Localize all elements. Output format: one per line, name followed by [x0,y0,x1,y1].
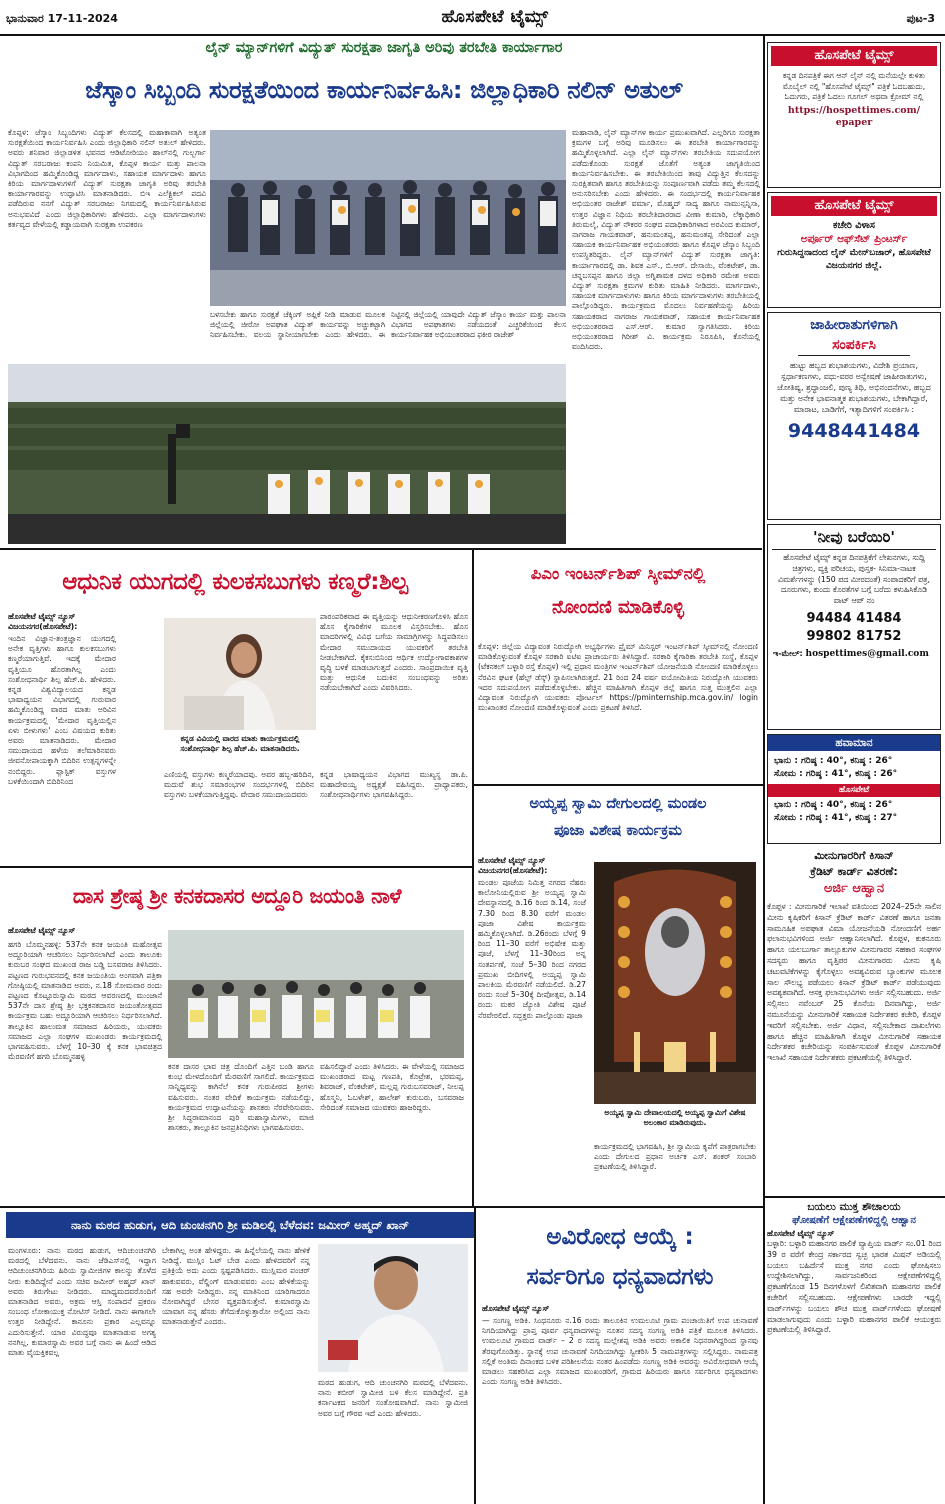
ayyappa-headline-line-2: ಪೂಜಾ ವಿಶೇಷ ಕಾರ್ಯಕ್ರಮ [553,823,683,839]
sidebar-ad-office [767,192,941,308]
pm-headline-line-1: ಪಿಎಂ ಇಂಟರ್ನ್‌ಶಿಪ್ ಸ್ಕೀಮ್‌ನಲ್ಲಿ [530,564,706,583]
ad-write-email-address[interactable]: hospettimes@gmail.com [805,648,929,659]
row3-divider [472,866,474,1206]
lead-headline [10,76,758,112]
lead-headline-text: ಜೆಸ್ಕಾಂ ಸಿಬ್ಬಂದಿ ಸುರಕ್ಷತೆಯಿಂದ ಕಾರ್ಯನಿರ್ವಹಿಸಿ: ಜಿಲ್ಲಾಧಿಕಾರಿ ನಲಿನ್ ಅತುಲ್ [85,76,683,104]
ceremony-photo [210,130,566,306]
lead-kicker-text: ಲೈನ್ ಮ್ಯಾನ್‌ಗಳಿಗೆ ವಿದ್ಯುತ್ ಸುರಕ್ಷತಾ ಜಾಗೃತಿ ಅರಿವು ತರಬೇತಿ ಕಾರ್ಯಾಗಾರ [205,40,563,56]
kanaka-headline-text: ದಾಸ ಶ್ರೇಷ್ಠ ಶ್ರೀ ಕನಕದಾಸರ ಅದ್ದೂರಿ ಜಯಂತಿ ನಾಳೆ [72,884,402,908]
kanaka-byline: ಹೊಸಪೇಟೆ ಟೈಮ್ಸ್ ನ್ಯೂಸ್ [8,926,76,935]
sidebar-divider [763,36,765,1504]
ayyappa-photo-caption: ಅಯ್ಯಪ್ಪ ಸ್ವಾಮಿ ದೇವಾಲಯದಲ್ಲಿ ಅಯ್ಯಪ್ಪ ಸ್ವಾಮಿಗೆ ವಿಶೇಷ ಅಲಂಕಾರ ಮಾಡಿರುವುದು. [604,1108,746,1127]
unanimous-headline [480,1216,760,1300]
kanaka-photo [168,930,464,1058]
sidebar-odf-article [767,1200,941,1500]
unanimous-headline-line-2: ಸರ್ವರಿಗೂ ಧನ್ಯವಾದಗಳು [526,1264,714,1290]
sidebar-ad-write [767,524,941,730]
audience-photo [8,364,566,544]
zameer-photo [318,1244,468,1372]
modern-headline-text: ಆಧುನಿಕ ಯುಗದಲ್ಲಿ ಕುಲಕಸಬುಗಳು ಕಣ್ಮರೆ:ಶಿಲ್ಪ [62,569,408,595]
zameer-column-2: ಬೇಕಾಗಿಲ್ಲ ಅಂತ ಹೇಳಿದ್ದರು. ಈ ಹಿನ್ನೆಲೆಯಲ್ಲಿ ನಾನು ಹೇಳಿಕೆ ನೀಡಿದ್ದೆ. ಮುಸ್ಲಿಂ ಓಟ್ ಬೇಡ ಎಂದು ಹೇಳಿದವರಿಗೆ ನನ್ನ ಪ್ರತಿಕ್ರಿಯೆ ಅದು ಎಂದು ಸ್ಪಷ್ಟಪಡಿಸಿದರು. ಮುಸ್ಲಿಮರ ಪಂಚರ್ ಹಾಕುವವರು, ವೆಲ್ಡಿಂಗ್ ಮಾಡುವವರು ಎಂಬ ಹೇಳಿಕೆಯನ್ನು ಸಹ ಅವರೇ ನೀಡಿದ್ದರು. ನನ್ನ ಮಾತಿನಿಂದ ಯಾರಿಗಾದರೂ ನೋವಾಗಿದ್ದರೆ ಬೇಸರ ವ್ಯಕ್ತಪಡಿಸುತ್ತೇನೆ. ಕುಮಾರಸ್ವಾಮಿ ಯಾವಾಗ ನನ್ನ ಹೆಸರು ತೆಗೆದುಕೊಳ್ಳುತ್ತಾರೋ ಅಲ್ಲಿಂದ ನಾನು ಮಾತನಾಡುತ್ತೇನೆ ಎಂದರು. [162,1246,310,1327]
ad-contact-text: ಹುಟ್ಟು ಹಬ್ಬದ ಶುಭಾಶಯಗಳು, ವಿದೇಶಿ ಪ್ರಯಾಣ, ಸ್ಪರ್ಧಾಕಣಗಳು, ವಧು-ವರರ ಅನ್ವೇಷಣೆ ಜಾಹೀರಾತುಗಳು, ಜೋತಿಷ್ಯ, ಶ್ರದ್ಧಾಂಜಲಿ, ಪುಣ್ಯ ತಿಥಿ, ಅಭಿನಂದನೆಗಳು, ಹಬ್ಬದ ಮತ್ತು ಅನೇಕ ಭಾವನಾತ್ಮಕ ಶುಭಾಶಯಗಳು, ಬೇಕಾಗಿದ್ದಾರೆ, ಮಾರಾಟ, ಬಾಡಿಗೆಗೆ, ಇತ್ಯಾದಿಗಳಿಗೆ ಸಂಪರ್ಕಿಸಿ : [777,361,931,414]
sidebar-kisan-article [767,848,941,1193]
kisan-title-1: ಮೀನುಗಾರರಿಗೆ ಕಿಸಾನ್ [814,849,894,862]
modern-photo-caption: ಕನ್ನಡ ವಿವಿಯಲ್ಲಿ ವಾರದ ಮಾತು ಕಾರ್ಯಕ್ರಮದಲ್ಲಿ ಸಂಶೋಧನಾರ್ಥಿ ಶಿಲ್ಪ ಹೆಚ್.ಪಿ. ಮಾತನಾಡಿದರು. [180,734,300,753]
lead-column-3: ಮಹಾನಾಡಿ, ಲೈನ್ ಮ್ಯಾನ್‌ಗಳ ಕಾರ್ಯ ಪ್ರಮುಖವಾಗಿದೆ. ಎಲ್ಲರಿಗೂ ಸುರಕ್ಷತಾ ಕ್ರಮಗಳ ಬಗ್ಗೆ ಅರಿವು ಮೂಡಿಸಲು ಈ ತರಬೇತಿ ಕಾರ್ಯಾಗಾರವನ್ನು ಹಮ್ಮಿಕೊಳ್ಳಲಾಗಿದೆ. ಎಲ್ಲಾ ಲೈನ್ ಮ್ಯಾನ್‌ಗಳು ತರಬೇತಿಯ ಸದುಪಯೋಗ ಪಡೆದುಕೊಂಡು ಸುರಕ್ಷತೆ ಜೊತೆಗೆ ಅತ್ಯಂತ ಜಾಗೃತಿಯಿಂದ ಕಾರ್ಯನಿರ್ವಹಿಸಬೇಕು. ಈ ತರಬೇತಿಯಿಂದ ತಾವು ವಿದ್ಯುತ್ತಿನ ಕೆಲಸದನ್ನು ಸುರಕ್ಷಿತವಾಗಿ ಹಾಗೂ ತರಬೇತಿಯನ್ನು ಸಂಪೂರ್ಣವಾಗಿ ಪಡೆದು ತಮ್ಮ ಕೆಲಸದಲ್ಲಿ ಅನುಸರಿಸಬೇಕು ಎಂದು ಹೇಳಿದರು. ಈ ಸಂದರ್ಭದಲ್ಲಿ ಕಾರ್ಯನಿರ್ವಾಹಕ ಅಭಿಯಂತರ ರಾಜೇಶ್ ವರ್ಮಾ, ಮೊಹ್ಮದ್ ಸಾದ್ಯ ಹಾಗೂ ನಾಮುನ್ಸನ್ನಿಸಾ, ಉತ್ತರ ವಿಜ್ಞಾನ ನಿಧಿಯ ತರಬೇತಿದಾರರಾದ ವೀಣಾ ಕುಮಾರಿ, ಲೆಕ್ಕಾಧಿಕಾರಿ ತಿರುಮಲೈ, ವಿದ್ಯುತ್ ನೌಕರರ ಸಂಘದ ಪದಾಧಿಕಾರಿಗಳಾದ ಅರವಿಂದ ಕುಮಾರ್, ನಾಗರಾಜ ಗಾಯಕವಾಡ್, ಹನುಮಂತಪ್ಪ, ಹನುಮಂತಪ್ಪ ಸೇರಿದಂತೆ ಎಲ್ಲಾ ಸಹಾಯಕ ಕಾರ್ಯನಿರ್ವಾಹಕ ಅಭಿಯಂತರರು ಹಾಗೂ ಕೊಪ್ಪಳ ಜೆಸ್ಕಾಂ ಸಿಬ್ಬಂದಿ ಉಪಸ್ಥಿತರಿದ್ದರು. ಲೈನ್ ಮ್ಯಾನ್‌ಗಳಿಗೆ ವಿದ್ಯುತ್ ಸುರಕ್ಷತಾ ಜಾಗೃತಿ: ಕಾರ್ಯಾಗಾರದಲ್ಲಿ ಡಾ. ಶಿವಕ ಎಸ್., ಬಿ.ಆರ್. ದೇಸಾಯಿ, ವೆಂಕಟೇಶ್, ಡಾ. ಚನ್ನಬಸಪ್ಪನ ಹಾಗೂ ಜಿಲ್ಲಾ ಅಗ್ನಿಶಾಮಕ ದಳದ ಅಧಿಕಾರಿ ರಮೇಶ ಅವರು ವಿದ್ಯುತ್ ಸುರಕ್ಷತಾ ಕ್ರಮಗಳ ಕುರಿತು ಮಾಹಿತಿ ನೀಡಿದರು. ಮಾರ್ಗದಾಳು, ಸಹಾಯಕ ಮಾರ್ಗದಾಳುಗಳು ಹಾಗೂ ಕಿರಿಯ ಮಾರ್ಗದಾಳುಗಳು ತರಬೇತಿಯಲ್ಲಿ ಪಾಲ್ಗೊಂಡಿದ್ದರು. ಕಾರ್ಯಕ್ರಮದ ಮೊದಲು ನಿರ್ವಹಣೆಯನ್ನು ಹಿರಿಯ ಸಹಾಯಕರಾದ ನಾಗರಾಜ ಗಾಯಕವಾಡ್, ಸಹಾಯಕ ಕಾರ್ಯನಿರ್ವಾಹಕ ಅಭಿಯಂತರರಾದ ಎಸ್.ಆರ್. ಕುಮಾರ ಸ್ವಾಗತಿಸಿದರು. ಕಿರಿಯ ಅಭಿಯಂತರರಾದ ಗಿರೀಶ್ ವಿ. ಕಾರ್ಯಕ್ರಮ ನಿರೂಪಿಸಿ, ಕೊನೆಯಲ್ಲಿ ವಂದಿಸಿದರು. [572,128,760,352]
modern-column-2: ಪಾರಂಪರಿಕವಾದ ಈ ವೃತ್ತಿಯನ್ನು ಆಧುನೀಕರಣಗೊಳಿಸಿ ಹೊಸ ಹೊಸ ಕೈಗಾರಿಕೆಗಳ ಮೂಲಕ ವಿಸ್ತರಿಸಬೇಕು. ಹೊಸ ಮಾದರಿಗಳಲ್ಲಿ ವಿವಿಧ ಬಗೆಯ ಸಾಮಾಗ್ರಿಗಳನ್ನು ಸಿದ್ಧಪಡಿಸಲು ಮೇದಾರ ಸಮುದಾಯದ ಯುವಕರಿಗೆ ತರಬೇತಿ ನೀಡಬೇಕಾಗಿದೆ. ಕೈಕಸುಬಿನಿಂದ ಆರ್ಥಿಕ ಉದ್ಯೋಗಾವಕಾಶಗಳ ವೃದ್ಧಿ ಬಳಕೆ ಮಾಡಬಾಗುತ್ತದೆ ಎಂದರು. ಸಾಂಪ್ರದಾಯಿಕ ವೃತ್ತಿ ಮತ್ತು ಆಧುನಿಕ ಬದುಕಿನ ಸಂಬಂಧವನ್ನು ಅರಿತು ನಡೆಯಬೇಕಾಗಿದೆ ಎಂದು ವಿವರಿಸಿದರು. [320,612,468,693]
ad-office-printer: ಅರ್ಪೂರ್ ಆಫ್‌ಸೆಟ್ ಪ್ರಿಂಟರ್ಸ್ [800,233,908,245]
lead-kicker [10,40,758,62]
ad-contact-title-2: ಸಂಪರ್ಕಿಸಿ [798,335,910,356]
kanaka-column-3: ವಹಿಸಲಿದ್ದಾರೆ ಎಂದು ತಿಳಿಸಿದರು. ಈ ವೇಳೆಯಲ್ಲಿ ಸಮಾಜದ ಮುಖಂಡರಾದ ಮಟ್ಟ ಗಣಪತಿ, ಕೊಟ್ರೇಶ, ಭರಮಪ್ಪ, ಶಿವರಾಜ್, ವೆಂಕಟೇಶ್, ಮಲ್ಲಪ್ಪ ಗುರುಬಸವರಾಜ್, ನೀಲಪ್ಪ ಹೊಸ್ಮನಿ, ಓಬಳೇಶ್, ಹಾಲೇಶ್ ಕುರುಬರು, ಬಸವರಾಜ ಸೇರಿದಂತೆ ಸಮಾಜದ ಯುವಕರು ಹಾಜರಿದ್ದರು. [320,1062,464,1112]
ad-write-text: ಹೊಸಪೇಟೆ ಟೈಮ್ಸ್ ಕನ್ನಡ ದಿನಪತ್ರಿಕೆಗೆ ಲೇಖನಗಳು, ಸುದ್ದಿ ಚಿತ್ರಗಳು, ವ್ಯಕ್ತಿ ಪರಿಚಯ, ಪುಸ್ತಕ- ಸಿನಿಮಾ-ನಾಟಕ ವಿಮರ್ಶೆಗಳನ್ನು (150 ಪದ ಮೀರದಂತೆ) ಸಂಪಾದಕರಿಗೆ ಪತ್ರ, ದೂರುಗಳು, ಕುಂದು ಕೊರತೆಗಳ ಬಗ್ಗೆ ಬರೆದು ಕಳುಹಿಸಿಕೊಡಿ ವಾಟ್ ಆಪ್ ನಂ [777,553,930,606]
ayyappa-byline: ಹೊಸಪೇಟೆ ಟೈಮ್ಸ್ ನ್ಯೂಸ್ ವಿಜಯನಗರ(ಹೊಸಪೇಟೆ): [478,856,548,875]
kanaka-headline [6,872,468,920]
ayyappa-headline-line-1: ಅಯ್ಯಪ್ಪ ಸ್ವಾಮಿ ದೇಗುಲದಲ್ಲಿ ಮಂಡಲ [529,796,707,812]
kanaka-top-rule [0,866,473,868]
zameer-headline [6,1212,474,1238]
masthead-page-number: ಪುಟ-3 [906,12,935,25]
kanaka-column-1: ಹಗರಿ ಬೊಮ್ಮನಹಳ್ಳಿ: 537ನೇ ಕನಕ ಜಯಂತಿ ಮಹೋತ್ಸವ ಅದ್ದೂರಿಯಾಗಿ ಆಚರಿಸಲು ನಿರ್ಧರಿಸಲಾಗಿದೆ ಎಂದು ತಾಲೂಕು ಕುರುಬರ ಸಂಘದ ಮುಖಂಡ ರಾಜ ಬಡ್ಡಿ ಬಸವರಾಜ ತಿಳಿಸಿದರು. ಪಟ್ಟಣದ ಗುರುಭವನದಲ್ಲಿ ಕನಕ ಜಯಂತಿಯ ಅಂಗವಾಗಿ ಪತ್ರಿಕಾ ಗೋಷ್ಠಿಯಲ್ಲಿ ಮಾತನಾಡಿದ ಅವರು, ನ.18 ಸೋಮವಾರ ರಂದು ಪಟ್ಟಣದ ಕೊಟ್ಟೂರುಸ್ವಾಮಿ ಮಠದ ಆವರಣದಲ್ಲಿ ಮುಂಜಾನೆ 537ನೇ ದಾಸ ಶ್ರೇಷ್ಠ ಶ್ರೀ ಭಕ್ತಕನಕದಾಸರ ಜಯಂತೋತ್ಸವದ ಕಾರ್ಯಕ್ರಮ ಬಹು ಅದ್ದೂರಿಯಾಗಿ ಆಚರಿಸಲು ನಿರ್ಧರಿಸಲಾಗಿದೆ. ತಾಲ್ಲೂಕಿನ ಹಾಲುಮತ ಸಮಾಜದ ಹಿರಿಯರು, ಯುವಕರು ಸಮಾಜದ ಎಲ್ಲಾ ಸಂಘಗಳ ಮುಖಂಡರು ಕಾರ್ಯಕ್ರಮದಲ್ಲಿ ಭಾಗವಹಿಸುವರು. ಬೆಳಗ್ಗೆ 10–30 ಕ್ಕೆ ಕನಕ ಭಾವಚಿತ್ರದ ಮೆರವಣಿಗೆ ಹಗರಿ ಬೊಮ್ಮನಹಳ್ಳಿ [8,940,162,1062]
weather-row-3: ಭಾನು : ಗರಿಷ್ಠ : 40°, ಕನಿಷ್ಠ : 26° [774,800,893,810]
ad-online-title: ಹೊಸಪೇಟೆ ಟೈಮ್ಸ್ [771,46,937,66]
kisan-title-2: ಕ್ರೆಡಿಟ್ ಕಾರ್ಡ್ ವಿತರಣೆ: [810,865,898,878]
ad-contact-title-1: ಜಾಹೀರಾತುಗಳಿಗಾಗಿ [810,317,898,333]
zameer-column-1: ಮಂಗಳೂರು: ನಾನು ಮಠದ ಹುಡುಗ, ಆದಿಚುಂಚನಗಿರಿ ಮಠದಲ್ಲಿ ಬೆಳೆದವನು. ನಾನು ಜೆಡಿಎಸ್‌ನಲ್ಲಿ ಇದ್ದಾಗ ಆದಿಚುಂಚನಗಿರಿಯ ಹಿರಿಯ ಸ್ವಾಮೀಜಿಗಳ ಕಾಲನ್ನು ತೊಳೆದ ನೀರು ಕುಡಿದಿದ್ದೇನೆ ಎಂದು ಸಚಿವ ಜಮೀರ್ ಅಹ್ಮದ್ ಖಾನ್ ಅವರು ತಿರುಗೇಟು ನೀಡಿದರು. ಮಾಧ್ಯಮದವರೊಂದಿಗೆ ಮಾತನಾಡಿದ ಅವರು, ಅಕ್ರಮ ಆಸ್ತಿ ಸಂಪಾದನೆ ಪ್ರಕರಣ ಸಂಬಂಧ ಲೋಕಾಯುಕ್ತ ನೋಟಿಸ್ ನೀಡಿದೆ. ನಾನು ಈಗಾಗಲೇ ಉತ್ತರ ನೀಡಿದ್ದೇನೆ. ಕಾನೂನು ಪ್ರಕಾರ ಎಲ್ಲವನ್ನೂ ಎದುರಿಸುತ್ತೇನೆ. ಯಾರ ವಿರುದ್ಧವೂ ಮಾತನಾಡುವ ಅಗತ್ಯ ನನಗಿಲ್ಲ. ಕುಮಾರಸ್ವಾಮಿ ಅವರ ಬಗ್ಗೆ ನಾನು ಈ ಹಿಂದೆ ಆಡಿದ ಮಾತು ವೈಯಕ್ತಿಕವಲ್ಲ [8,1246,156,1358]
row4-divider [474,1207,476,1504]
ad-write-phone-2[interactable]: 99802 81752 [806,628,902,644]
row4-top-rule [0,1206,763,1208]
zameer-column-3: ಮಠದ ಹುಡುಗ, ಆದಿ ಚುಂಚನಗಿರಿ ಮಠದಲ್ಲಿ ಬೆಳೆದವನು. ನಾನು ಕಬೀರ್ ಸ್ವಾಮೀಜಿ ಬಳಿ ಕೆಲಸ ಮಾಡಿದ್ದೇನೆ. ಪ್ರತಿ ಕರ್ನಾಟಕದ ಜನರಿಗೆ ಸಂತೋಷವಾಗಿದೆ. ನಾನು ಸ್ವಾಮೀಜಿ ಅವರ ಬಗ್ಗೆ ಗೌರವ ಇದೆ ಎಂದು ಹೇಳಿದರು. [318,1378,468,1418]
deity-photo [594,862,756,1104]
ayyappa-column-1: ಮಂಡಲ ಪೂಜೆಯ ನಿಮಿತ್ತ ನಗರದ ನೆಹರು ಕಾಲೋನಿಯಲ್ಲಿರುವ ಶ್ರೀ ಅಯ್ಯಪ್ಪ ಸ್ವಾಮಿ ದೇವಸ್ಥಾನದಲ್ಲಿ ಡಿ.16 ರಿಂದ ಡಿ.14, ಸಂಜೆ 7.30 ರಿಂದ 8.30 ವರೆಗೆ ಮಂಡಲ ಪೂಜಾ ವಿಶೇಷ ಕಾರ್ಯಕ್ರಮ ಹಮ್ಮಿಕೊಳ್ಳಲಾಗಿದೆ. ಡಿ.26ರಂದು ಬೆಳಗ್ಗೆ 9 ರಿಂದ 11–30 ವರೆಗೆ ಅಭಿಷೇಕ ಮತ್ತು ಪೂಜೆ, ಬೆಳಗ್ಗೆ 11–30ರಿಂದ ಅನ್ನ ಸಂತರ್ಪಣೆ, ಸಂಜೆ 5–30 ರಿಂದ ನಗರದ ಪ್ರಮುಖ ಬೀದಿಗಳಲ್ಲಿ ಅಯ್ಯಪ್ಪ ಸ್ವಾಮಿ ಪಾಲಕಿಯ ಮೆರವಣಿಗೆ ನಡೆಯಲಿದೆ. ಡಿ.27 ರಂದು ಸಂಜೆ 5–30ಕ್ಕೆ ದೀಪೋತ್ಸವ, ಡಿ.14 ರಂದು ಮಕರ ಜ್ಯೋತಿ ವಿಶೇಷ ಪೂಜೆ ನೆರವೇರಲಿದೆ. ಸದ್ಭಕ್ತರು ಪಾಲ್ಗೊಂಡು ಪೂಜಾ [478,878,586,1020]
kisan-title-3: ಅರ್ಜಿ ಆಹ್ವಾನ [823,881,885,896]
modern-column-4: ಕನ್ನಡ ಭಾಷಾಧ್ಯಯನ ವಿಭಾಗದ ಮುಖ್ಯಸ್ಥ ಡಾ.ಪಿ. ಮಹಾದೇವಯ್ಯ ಅಧ್ಯಕ್ಷತೆ ವಹಿಸಿದ್ದರು. ಪ್ರಾಧ್ಯಾಪಕರು, ಸಂಶೋಧನಾರ್ಥಿಗಳು ಭಾಗವಹಿಸಿದ್ದರು. [320,770,468,800]
ayyappa-photo [594,862,756,1104]
lead-photo-1 [210,130,566,306]
kisan-text: ಕೊಪ್ಪಳ : ಮೀನುಗಾರಿಕೆ ಇಲಾಖೆ ವತಿಯಿಂದ 2024–25ನೇ ಸಾಲಿನ ಮೀನು ಕೃಷಿಕರಿಗೆ ಕಿಸಾನ್ ಕ್ರೆಡಿಟ್ ಕಾರ್ಡ್ ವಿತರಣೆ ಹಾಗೂ ಜನತಾ ಸಾಮೂಹಿಕ ಅಪಘಾತ ವಿಮಾ ಯೋಜನೆಯಡಿ ನೋಂದಣಿಗೆ ಅರ್ಹ ಫಲಾನುಭವಿಗಳಿಂದ ಅರ್ಜಿ ಆಹ್ವಾನಿಸಲಾಗಿದೆ. ಕೊಪ್ಪಳ, ಕುಕನೂರು ಹಾಗೂ ಯಲಬುರ್ಗಾ ತಾಲ್ಲೂಕುಗಳ ಮೀನುಗಾರರ ಸಹಕಾರ ಸಂಘಗಳ ಸದಸ್ಯರು ಹಾಗೂ ವೃತ್ತಿಪರ ಮೀನುಗಾರರು ಮೀನು ಕೃಷಿ ಚಟುವಟಿಕೆಗಳನ್ನು ಕೈಗೊಳ್ಳಲು ಅವಶ್ಯವಿರುವ ಬ್ಯಾಂಕುಗಳ ಮೂಲಕ ಸಾಲ ಸೌಲಭ್ಯ ಪಡೆಯಲು ಕಿಸಾನ್ ಕ್ರೆಡಿಟ್ ಕಾರ್ಡ್ ಪಡೆಯುವುದು ಅವಶ್ಯಕವಾಗಿದೆ. ಆಸಕ್ತ ಫಲಾನುಭವಿಗಳು ಅರ್ಜಿ ಸಲ್ಲಿಸಬಹುದು. ಅರ್ಜಿ ಸಲ್ಲಿಸಲು ನವೆಂಬರ್ 25 ಕೊನೆಯ ದಿನವಾಗಿದ್ದು, ಅರ್ಜಿ ನಮೂನೆಯನ್ನು ಮೀನುಗಾರಿಕೆ ಸಹಾಯಕ ನಿರ್ದೇಶಕರ ಕಚೇರಿ, ಕೊಪ್ಪಳ ಇವರಿಗೆ ಸಲ್ಲಿಸಬೇಕು. ಅರ್ಜಿ ವಿಧಾನ, ಸಲ್ಲಿಸಬೇಕಾದ ದಾಖಲೆಗಳು ಹಾಗೂ ಹೆಚ್ಚಿನ ಮಾಹಿತಿಗಾಗಿ ಕೊಪ್ಪಳ ಮೀನುಗಾರಿಕೆ ಸಹಾಯಕ ನಿರ್ದೇಶಕರ ಕಚೇರಿಯನ್ನು ಸಂಪರ್ಕಿಸುವಂತೆ ಕೊಪ್ಪಳ ಮೀನುಗಾರಿಕೆ ಇಲಾಖೆ ಸಹಾಯಕ ನಿರ್ದೇಶಕರು ಪ್ರಕಟಣೆಯಲ್ಲಿ ತಿಳಿಸಿದ್ದಾರೆ. [767,902,941,1063]
sidebar-odf-rule [764,1196,945,1198]
masthead-rule [0,34,945,36]
minister-portrait [318,1244,468,1372]
weather-row-4: ಸೋಮ : ಗರಿಷ್ಠ : 41°, ಕನಿಷ್ಠ : 27° [774,813,898,823]
sidebar-ad-online [767,42,941,188]
row2-divider [472,550,474,866]
weather-title: ಹವಾಮಾನ [768,735,940,751]
odf-byline: ಹೊಸಪೇಟೆ ಟೈಮ್ಸ್ ನ್ಯೂಸ್ [767,1229,835,1238]
press-meet-photo [168,930,464,1058]
weather-row-2: ಸೋಮ : ಗರಿಷ್ಠ : 41°, ಕನಿಷ್ಠ : 26° [774,769,898,779]
sidebar-weather [767,734,941,844]
weather-city: ಹೊಸಪೇಟೆ [768,784,940,797]
speaker-portrait [164,618,316,730]
pm-headline-line-2: ನೋಂದಣಿ ಮಾಡಿಕೊಳ್ಳಿ [551,597,685,618]
modern-photo [164,618,316,730]
masthead-title: ಹೊಸಪೇಟೆ ಟೈಮ್ಸ್ [441,7,549,27]
ad-office-label: ಕಚೇರಿ ವಿಳಾಸ [833,220,875,231]
unanimous-headline-line-1: ಅವಿರೋಧ ಆಯ್ಕೆ : [546,1224,694,1250]
lead-bottom-rule [0,548,762,550]
ad-write-email-label: ಇ-ಮೇಲ್: [773,648,803,658]
lead-photo-2 [8,364,566,544]
pm-body: ಕೊಪ್ಪಳ: ಜಿಲ್ಲೆಯ ವಿದ್ಯಾವಂತ ನಿರುದ್ಯೋಗಿ ಅಭ್ಯರ್ಥಿಗಳು ಪ್ರೈಮ್ ಮಿನಿಸ್ಟರ್ ಇಂಟರ್ನ್‌ಶಿಪ್ ಸ್ಕೀಮ್‌ನಲ್ಲಿ ನೋಂದಣಿ ಮಾಡಿಕೊಳ್ಳುವಂತೆ ಕೊಪ್ಪಳ ಸರಕಾರಿ ಐಟಿಐ ಪ್ರಾಚಾರ್ಯರು ತಿಳಿಸಿದ್ದಾರೆ. ಸರಕಾರಿ ಕೈಗಾರಿಕಾ ತರಬೇತಿ ಸಂಸ್ಥೆ, ಕೊಪ್ಪಳ (ಟೆಕನಕಲ್ ಬಳ್ಳಾರಿ ರಸ್ತೆ ಕೊಪ್ಪಳ) ಇಲ್ಲಿ ಪ್ರಧಾನ ಮಂತ್ರಿಗಳ ಇಂಟರ್ನ್‌ಶಿಪ್ ಯೋಜನೆಯಡಿ ನೋಂದಣಿ ಮಾಡಿಕೊಳ್ಳಲು ನೆರವಿನ ಘಟಕ (ಹೆಲ್ಪ್ ಡೆಸ್ಕ್) ಸ್ಥಾಪಿಸಲಾಗಿರುತ್ತದೆ. 21 ರಿಂದ 24 ವರ್ಷ ವಯೋಮಿತಿಯ ನಿರುದ್ಯೋಗಿ ಯುವಕರು ಇದರ ಸದುಪಯೋಗ ಪಡೆದುಕೊಳ್ಳಬೇಕು. ಹೆಚ್ಚಿನ ಮಾಹಿತಿಗಾಗಿ ಕೊಪ್ಪಳ ಜಿಲ್ಲೆ ಹಾಗೂ ಸುತ್ತ ಮುತ್ತಲಿನ ಎಲ್ಲಾ ವಿದ್ಯಾವಂತ ನಿರುದ್ಯೋಗಿ ಯುವಕರು ಪೋರ್ಟಲ್ https://pminternship.mca.gov.in/ login ಮುಖಾಂತರ ನೋಂದಣಿ ಮಾಡಿಕೊಳ್ಳುವಂತೆ ಎಂದು ಪ್ರಕಟಣೆ ತಿಳಿಸಿದೆ. [478,642,758,713]
kanaka-column-2: ಕನಕ ದಾಸರ ಭಾವ ಚಿತ್ರ ದೊಂದಿಗೆ ಎತ್ತಿನ ಬಂಡಿ ಹಾಗೂ ಕುಂಭ ಮೇಳದೊಂದಿಗೆ ಮೆರವಣಿಗೆ ಸಾಗಲಿದೆ. ಕಾರ್ಯಕ್ರಮದ ಸಾನ್ನಿಧ್ಯವನ್ನು ಕಾಗಿನೆಲೆ ಕನಕ ಗುರುಪೀಠದ ಶ್ರೀಗಳು ವಹಿಸುವರು. ನಂತರ ವೇದಿಕೆ ಕಾರ್ಯಕ್ರಮ ನಡೆಯಲಿದ್ದು, ಕಾರ್ಯಕ್ರಮದ ಉದ್ಘಾಟನೆಯನ್ನು ಶಾಸಕರು ನೆರವೇರಿಸುವರು. ಶ್ರೀ ಸಿದ್ಧರಾಮಾನಂದ ಪುರಿ ಮಹಾಸ್ವಾಮಿಗಳು, ಮಾಜಿ ಶಾಸಕರು, ತಾಲ್ಲೂಕಿನ ಜನಪ್ರತಿನಿಧಿಗಳು ಭಾಗವಹಿಸುವರು. [168,1062,314,1133]
odf-title-1: ಬಯಲು ಮುಕ್ತ ಶೌಚಾಲಯ [807,1201,901,1213]
modern-column-3: ಎಣಿಯಲ್ಲಿ ವಸ್ತುಗಳು ಕಣ್ಮರೆಯಾದವು. ಅವರ ಹಬ್ಬ-ಹರಿದಿನ, ಮದುವೆ ಶುಭ ಸಮಾರಂಭಗಳ ಸಂದರ್ಭಗಳಲ್ಲಿ ಬಿದಿರಿನ ವಸ್ತುಗಳು ಬಳಕೆಯಾಗುತ್ತಿದ್ದವು. ವೇದಾರ ಸಮುದಾಯದವರು [164,770,314,800]
ad-office-address: ಗುರುಸಿದ್ದನಾದಂದ ಲೈನ್ ಮೇನ್‌ಬಜಾರ್, ಹೊಸಪೇಟೆ ವಿಜಯನಗರ ಜಿಲ್ಲೆ. [777,248,931,271]
masthead [0,0,945,36]
ad-write-phone-1[interactable]: 94484 41484 [806,610,902,626]
unanimous-body: — ಸಂಗಣ್ಣ ಅಡಿಕಿ. ಸಿಂಧನೂರು ನ.16 ರಂದು ತಾಲೂಕಿನ ಉಮಲೂಟಿ ಗ್ರಾಮ ಪಂಚಾಯಿತಿಗೆ ಉಪ ಚುನಾವಣೆ ನಿಗದಿಯಾಗಿದ್ದು ಪ್ರಾಪ್ತ ಪೂರ್ವ ಧನ್ಯವಾದಗಳನ್ನು ನೂತನ ಸದಸ್ಯ ಸಂಗಣ್ಣ ಅಡಿಕಿ ಪತ್ರಿಕೆ ಮೂಲಕ ತಿಳಿಸಿದರು. ಉಮಲೂಟಿ ಗ್ರಾಮದ ವಾರ್ಡ್ – 2 ರ ಸದಸ್ಯ ಮಲ್ಲೇಶಪ್ಪ ಅಡಿಕಿ ಅವರು ಅಕಾಲಿಕ ನಿಧನರಾಗಿದ್ದರಿಂದ ಸ್ಥಾನವು ತೆರವುಗೊಂಡಿತ್ತು. ಸ್ಥಾನಕ್ಕೆ ಉಪ ಚುನಾವಣೆ ನಿಗದಿಯಾಗಿದ್ದು ಸ್ವೀಕರಿಸಿ 5 ನಾಮಪತ್ರಗಳನ್ನು ಸಲ್ಲಿಸಿದ್ದರು. ನಾಮಪತ್ರ ಸಲ್ಲಿಕೆ ಅಂತಿಮ ದಿನಾಂಕದ ಬಳಿಕ ಪರಿಶೀಲನೆಯ ನಂತರ ಹಿಂಪಡೆದು ಸಂಗಣ್ಣ ಅಡಿಕಿ ಅವರನ್ನು ಅವಿರೋಧವಾಗಿ ಆಯ್ಕೆ ಮಾಡಲು ಸಹಕರಿಸಿದ ಎಲ್ಲಾ ಸಮಾಜದ ಮುಖಂಡರಿಗೆ, ಗ್ರಾಮದ ಹಿರಿಯರು ಹಾಗೂ ಸರ್ವರಿಗೂ ಧನ್ಯವಾದಗಳು ಎಂದು ಸಂಗಣ್ಣ ಅಡಿಕಿ ತಿಳಿಸಿದರು. [482,1316,758,1387]
ad-write-email [768,646,940,662]
pm-bottom-rule [473,784,763,786]
masthead-date: ಭಾನುವಾರ 17-11-2024 [6,12,118,25]
zameer-headline-text: ನಾನು ಮಠದ ಹುಡುಗ, ಆದಿ ಚುಂಚನಗಿರಿ ಶ್ರೀ ಮಡಿಲಲ್ಲಿ ಬೆಳೆದವ: ಜಮೀರ್ ಅಹ್ಮದ್ ಖಾನ್ [71,1218,409,1232]
ayyappa-headline [476,790,760,852]
ad-write-title: 'ನೀವು ಬರೆಯಿರಿ' [772,525,936,550]
ad-contact-phone[interactable]: 9448441484 [787,420,921,442]
pm-headline [476,556,760,636]
ad-online-url[interactable]: https://hospettimes.com/ epaper [787,104,921,128]
weather-row-1: ಭಾನು : ಗರಿಷ್ಠ : 40°, ಕನಿಷ್ಠ : 26° [774,756,893,766]
ayyappa-column-2: ಕಾರ್ಯಕ್ರಮದಲ್ಲಿ ಭಾಗವಹಿಸಿ, ಶ್ರೀ ಸ್ವಾಮಿಯ ಕೃಪೆಗೆ ಪಾತ್ರರಾಗಬೇಕು ಎಂದು ದೇಗುಲದ ಪ್ರಧಾನ ಅರ್ಚಕ ಎಸ್. ಶಂಕರ್ ಸಂಬಾರಿ ಪ್ರಕಟಣೆಯಲ್ಲಿ ತಿಳಿಸಿದ್ದಾರೆ. [594,1142,756,1172]
odf-title-2: ಘೋಷಣೆಗೆ ಆಕ್ಷೇಪಣೆಗಳಿದ್ದಲ್ಲಿ ಆಹ್ವಾನ [792,1215,916,1226]
modern-column-1: ಇಂದಿನ ವಿಜ್ಞಾನ-ತಂತ್ರಜ್ಞಾನ ಯುಗದಲ್ಲಿ ಅನೇಕ ವೃತ್ತಿಗಳು ಹಾಗೂ ಕುಲಕಸಬುಗಳು ಕಣ್ಮರೆಯಾಗುತ್ತಿವೆ. ಇದಕ್ಕೆ ಮೇದಾರ ವೃತ್ತಿಯೂ ಹೊರತಾಗಿಲ್ಲ ಎಂದು ಸಂಶೋಧನಾರ್ಥಿ ಶಿಲ್ಪ ಹೆಚ್.ಪಿ. ಹೇಳಿದರು. ಕನ್ನಡ ವಿಶ್ವವಿದ್ಯಾಲಯದ ಕನ್ನಡ ಭಾಷಾಧ್ಯಯನ ವಿಭಾಗದಲ್ಲಿ ಗುರುವಾರ ಹಮ್ಮಿಕೊಂಡಿದ್ದ ವಾರದ ಮಾತು ಅರಿವಿನ ಕಾರ್ಯಕ್ರಮದಲ್ಲಿ 'ಮೇದಾರ ವೃತ್ತಿಯಲ್ಲಿನ ಏಳು ಬೀಳುಗಳು' ಎಂಬ ವಿಷಯದ ಕುರಿತು ಅವರು ಮಾತನಾಡಿದರು. ಮೇದಾರ ಸಮುದಾಯದ ಹಳೆಯ ತಲೆಮಾರಿನವರು ಜೀವನೋಪಾಯಕ್ಕಾಗಿ ಬಿದಿರಿನ ಉತ್ಪನ್ನಗಳನ್ನೇ ನಂಬಿದ್ದರು. ಪ್ಲಾಸ್ಟಿಕ್ ವಸ್ತುಗಳ ಬಳಕೆಯಿಂದಾಗಿ ಬಿದಿರಿನಿಂದ [8,634,116,786]
lead-column-1: ಕೊಪ್ಪಳ: ಜೆಸ್ಕಾಂ ಸಿಬ್ಬಂದಿಗಳು ವಿದ್ಯುತ್ ಕೆಲಸದಲ್ಲಿ ಮಹಾಕಾವಾಗಿ ಅತ್ಯಂತ ಸುರಕ್ಷತೆಯಿಂದ ಕಾರ್ಯನಿರ್ವಹಿಸಿ ಎಂದು ಜಿಲ್ಲಾಧಿಕಾರಿ ನಲಿನ್ ಅತುಲ್ ಹೇಳಿದರು. ಅವರು ಶನಿವಾರ ಜಿಲ್ಲಾಡಳಿತ ಭವನದ ಆಡಿಟೋರಿಯಂ ಹಾಲ್‌ನಲ್ಲಿ ಗುಲ್ಬರ್ಗಾ ವಿದ್ಯುತ್ ಸರಬರಾಜು ಕಂಪನಿ ನಿಯಮಿತ, ಕೊಪ್ಪಳ ಕಾರ್ಯ ಮತ್ತು ಪಾಲನಾ ವಿಭಾಗದಿಂದ ಹಮ್ಮಿಕೊಂಡಿದ್ದ ಮಾರ್ಗದಾಳು, ಸಹಾಯಕ ಮಾರ್ಗದಾಳು ಹಾಗೂ ಕಿರಿಯ ಮಾರ್ಗದಾಳುಗಳಿಗೆ ವಿದ್ಯುತ್ ಸುರಕ್ಷತಾ ಜಾಗೃತಿ ಅರಿವು ತರಬೇತಿ ಕಾರ್ಯಾಗಾರವನ್ನು ಉದ್ಘಾಟಿಸಿ ಮಾತನಾಡಿದರು. ಬಿಇ ಎಲೆಕ್ಟ್ರಿಕಲ್ ಪದವಿ ಪಡೆದಿರುವ ನನಗೆ ವಿದ್ಯುತ್ ಸರಬರಾಜು ನಿಗಮದಲ್ಲಿ ಕಾರ್ಯನಿರ್ವಹಿಸಿರುವ ಅನುಭವವಿದೆ ಎಂದು ಜಿಲ್ಲಾಧಿಕಾರಿಗಳು ಹೇಳಿದರು. ಎಲ್ಲಾ ಮಾರ್ಗದಾಳುಗಳು ಕರ್ತವ್ಯದ ವೇಳೆಯಲ್ಲಿ ಕಡ್ಡಾಯವಾಗಿ ಸುರಕ್ಷತಾ ಉಪಕರಣ [8,128,206,229]
modern-byline: ಹೊಸಪೇಟೆ ಟೈಮ್ಸ್ ನ್ಯೂಸ್ ವಿಜಯನಗರ(ಹೊಸಪೇಟೆ): [8,612,78,631]
odf-text: ಬಳ್ಳಾರಿ: ಬಳ್ಳಾರಿ ಮಹಾನಗರ ಪಾಲಿಕೆ ವ್ಯಾಪ್ತಿಯ ವಾರ್ಡ್ ಸಂ.01 ರಿಂದ 39 ರ ವರೆಗೆ ಕೇಂದ್ರ ಸರ್ಕಾರದ ಸ್ವಚ್ಛ ಭಾರತ ಮಿಷನ್ ಅಡಿಯಲ್ಲಿ ಬಯಲು ಬಹಿರ್ದೆಸೆ ಮುಕ್ತ ನಗರ ಎಂದು ಘೋಷಿಸಲು ಉದ್ದೇಶಿಸಲಾಗಿದ್ದು, ಸಾರ್ವಜನಿಕರಿಂದ ಆಕ್ಷೇಪಣೆಗಳಿದ್ದಲ್ಲಿ ಪ್ರಕಟಣೆಗೊಂಡ 15 ದಿನಗಳೊಳಗೆ ಲಿಖಿತವಾಗಿ ಮಹಾನಗರ ಪಾಲಿಕೆ ಕಚೇರಿಗೆ ಸಲ್ಲಿಸಬಹುದು. ಆಕ್ಷೇಪಣೆಗಳು ಬಾರದೇ ಇದ್ದಲ್ಲಿ ವಾರ್ಡ್‌ಗಳನ್ನು ಬಯಲು ಶೌಚ ಮುಕ್ತ ವಾರ್ಡ್‌ಗಳೆಂದು ಘೋಷಣೆ ಮಾಡಲಾಗುವುದು ಎಂದು ಬಳ್ಳಾರಿ ಮಹಾನಗರ ಪಾಲಿಕೆ ಆಯುಕ್ತರು ಪ್ರಕಟಣೆಯಲ್ಲಿ ತಿಳಿಸಿದ್ದಾರೆ. [767,1239,941,1335]
lead-photo-1-caption: ಬಳಸಬೇಕು ಹಾಗೂ ಸುರಕ್ಷತೆ ಚೆಕ್ಕಿಂಗ್ ಅಪ್ಲಿಕೆ ನೀಡಿ ಮಾಡುವ ಮೂಲಕ ಜಿಲ್ಲೆಯಲ್ಲಿ ಜೀರೋ ಅಪಘಾತ ವಿದ್ಯುತ್ ಕಾರ್ಯವನ್ನು ಅಚ್ಚುಕಟ್ಟಾಗಿ ನಿರ್ವಹಿಸಬೇಕು. ವಲಯ ಸ್ಥಾನೀಯಾಗಬೇಕು ಎಂದು ಹೇಳಿದರು. ಈ ನಿಟ್ಟಿನಲ್ಲಿ ಜಿಲ್ಲೆಯಲ್ಲಿ ಯಾವುದೇ ವಿದ್ಯುತ್ ಜೆಸ್ಕಾಂ ಕಾರ್ಯ ಮತ್ತು ಪಾಲನಾ ವಿಭಾಗದ ಅಪಘಾತಗಳು ನಡೆಯದಂತೆ ಎಚ್ಚರಿಕೆಯಿಂದ ಕೆಲಸ ಕಾರ್ಯನಿರ್ವಾಹಕ ಅಭಿಯಂತರರಾದ ಫಕೀರ ರಾಜೇಶ್ [210,310,566,339]
ad-office-title: ಹೊಸಪೇಟೆ ಟೈಮ್ಸ್ [771,196,937,216]
sidebar-ad-contact [767,312,941,520]
modern-headline [6,560,464,604]
ad-online-text: ಕನ್ನಡ ದಿನಪತ್ರಿಕೆ ಈಗ ಆನ್ ಲೈನ್ ನಲ್ಲಿ ಮನೆಯಲ್ಲೇ ಕುಳಿತು ಮೊಬೈಲ್ ನಲ್ಲಿ "ಹೊಸಪೇಟೆ ಟೈಮ್ಸ್" ಪತ್ರಿಕೆ ಓದಬಹುದು, ಓದುಗರು, ಪತ್ರಿಕೆ ಓದಲು ಗೂಗಲ್ ಅಥವಾ ಕ್ರೋಮ್ ನಲ್ಲಿ [782,71,926,102]
unanimous-byline: ಹೊಸಪೇಟೆ ಟೈಮ್ಸ್ ನ್ಯೂಸ್ [482,1304,550,1313]
